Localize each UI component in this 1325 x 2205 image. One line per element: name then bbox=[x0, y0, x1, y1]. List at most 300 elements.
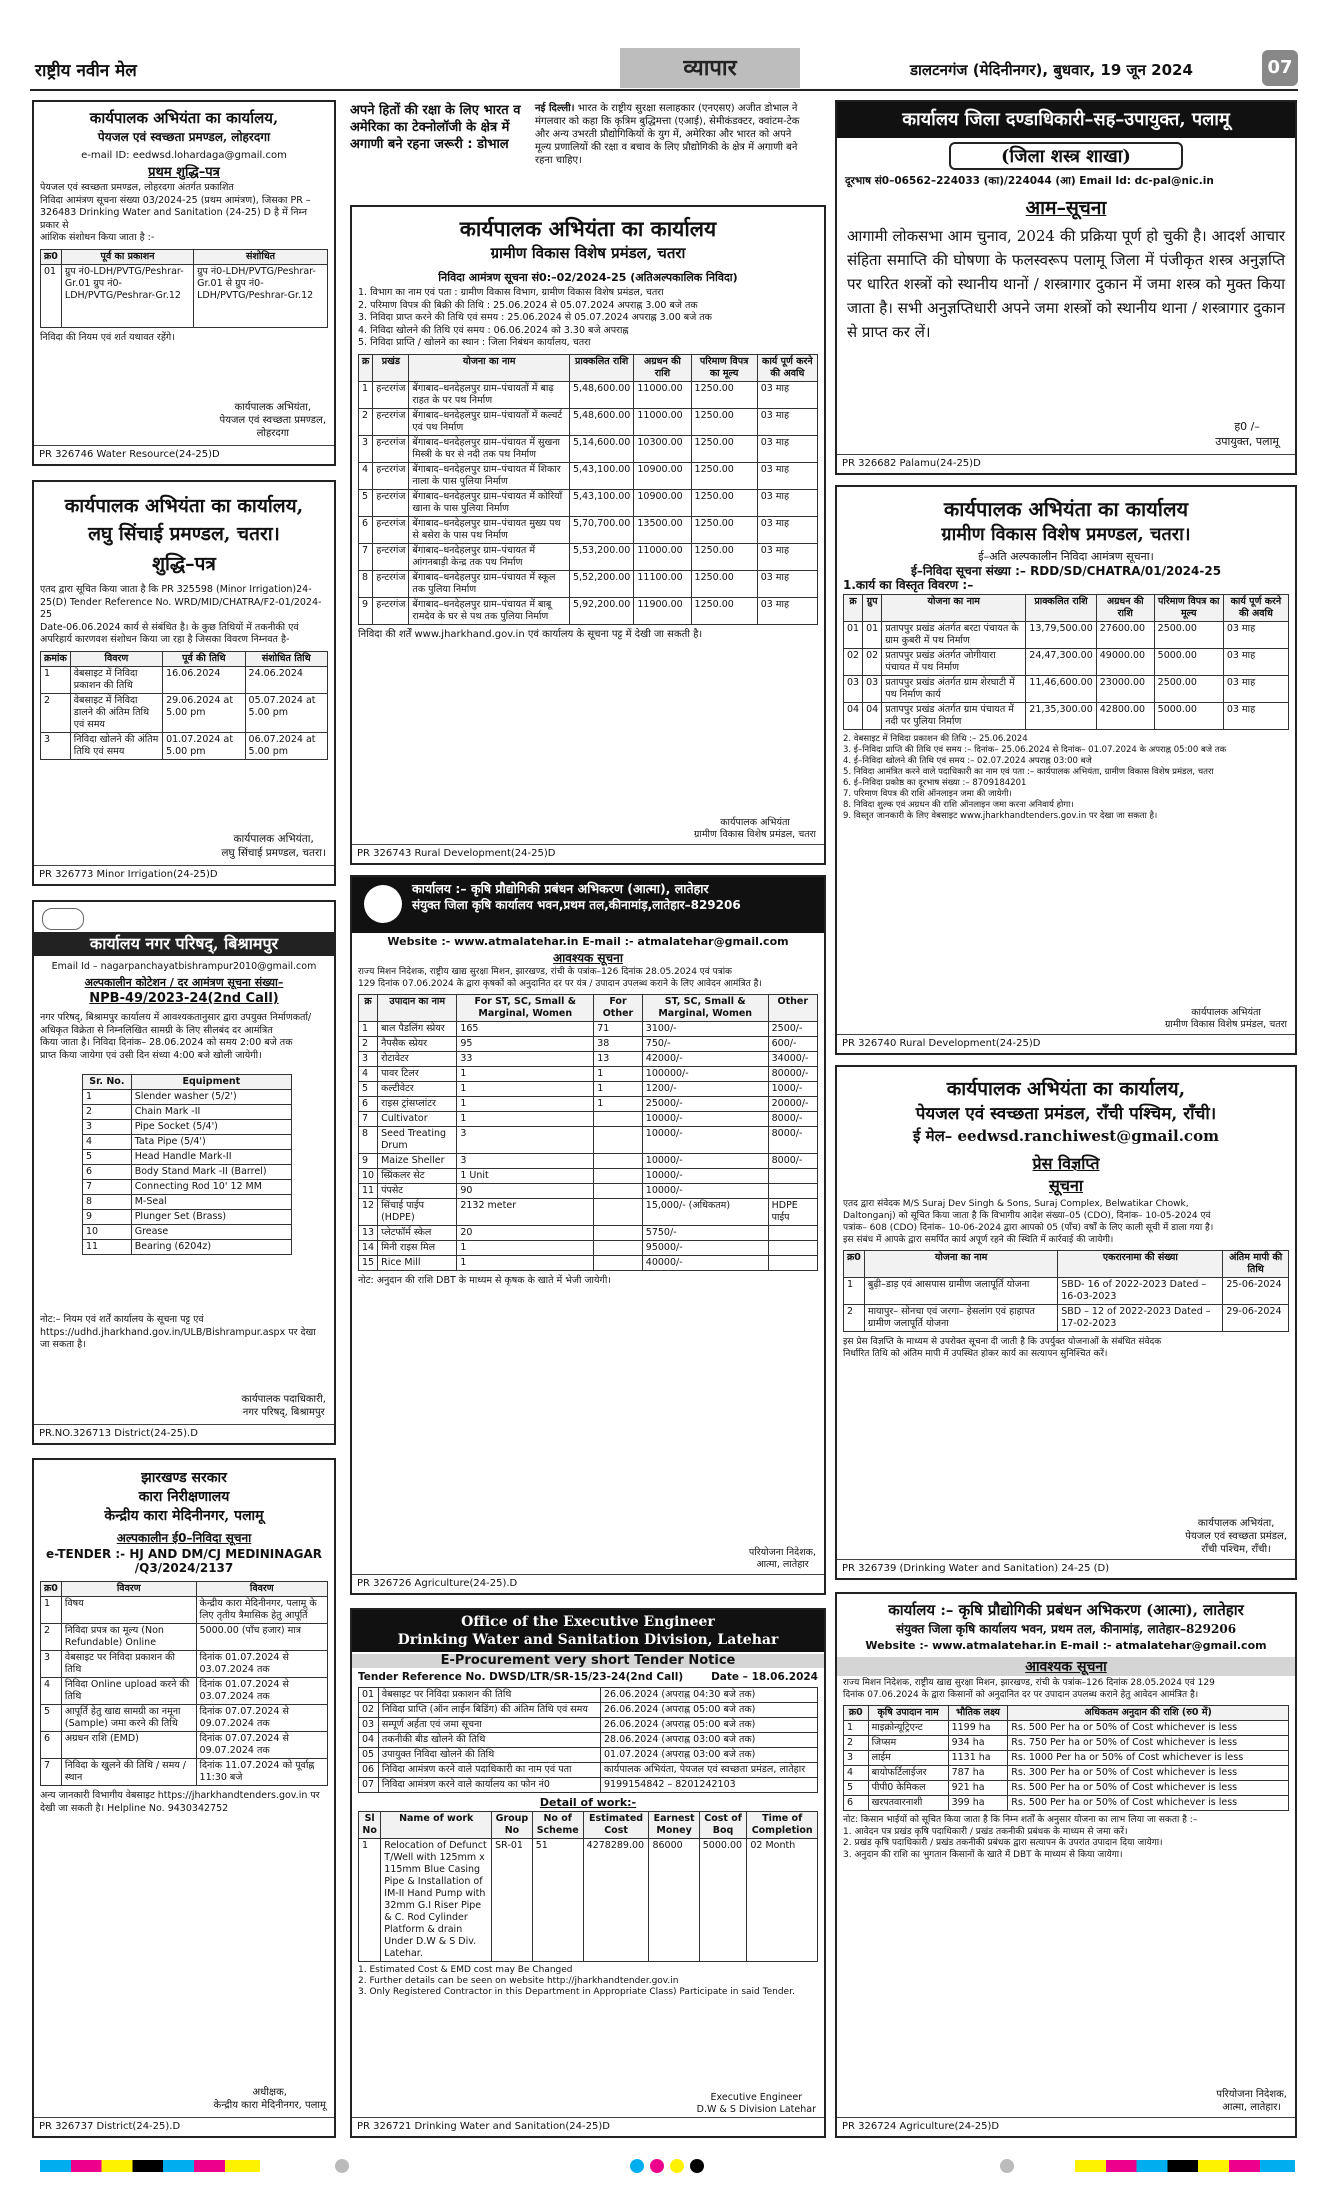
emblem-icon bbox=[42, 908, 84, 930]
table-cell: 02 bbox=[359, 1703, 379, 1718]
table-cell: 5,48,600.00 bbox=[569, 381, 633, 408]
table-cell: 02 bbox=[863, 649, 882, 676]
table-cell: SBD- 16 of 2022-2023 Dated – 16-03-2023 bbox=[1058, 1278, 1223, 1305]
table-cell: 7 bbox=[359, 543, 373, 570]
table-cell: दिनांक 07.07.2024 से 09.07.2024 तक bbox=[196, 1732, 327, 1759]
table-cell: सिंचाई पाईप (HDPE) bbox=[378, 1199, 457, 1226]
table-cell: 07 bbox=[359, 1778, 379, 1793]
signature-line: आत्मा, लातेहार bbox=[756, 1559, 809, 1570]
signature-line: कार्यपालक अभियंता, bbox=[234, 402, 312, 413]
table-cell: 6 bbox=[83, 1165, 132, 1180]
table-cell: 2 bbox=[359, 1037, 378, 1052]
notice-table bbox=[358, 354, 818, 625]
table-cell: दिनांक 07.07.2024 से 09.07.2024 तक bbox=[196, 1705, 327, 1732]
table-header: Earnest Money bbox=[649, 1812, 699, 1839]
table-cell: 16.06.2024 bbox=[163, 666, 245, 693]
notice-dwsd-latehar-tender bbox=[350, 1608, 826, 2138]
table-cell: बेंगाबाद–धनदेहलपुर ग्राम–पंचायत में सुखना मिस्त्री के घर से नदी तक पथ निर्माण bbox=[409, 435, 570, 462]
table-cell bbox=[594, 1154, 643, 1169]
table-cell: 1250.00 bbox=[691, 408, 757, 435]
signature-line: आत्मा, लातेहार। bbox=[1222, 2102, 1282, 2113]
table-cell: पीपी0 केमिकल bbox=[868, 1781, 948, 1796]
notice-heading: प्रथम शुद्धि–पत्र bbox=[148, 165, 220, 180]
table-header: क्र bbox=[844, 595, 863, 622]
table-header: योजना का नाम bbox=[864, 1251, 1057, 1278]
notice-footer-text bbox=[837, 1334, 1295, 1362]
table-cell: 1131 ha bbox=[948, 1751, 1008, 1766]
table-cell: 3 bbox=[844, 1751, 869, 1766]
table-cell: 165 bbox=[457, 1022, 594, 1037]
table-cell: 3 bbox=[41, 732, 71, 759]
tender-reference bbox=[352, 1668, 824, 1686]
table-cell: कार्यपालक अभियंता, पेयजल एवं स्वच्छता प्रमंडल, लातेहार bbox=[601, 1763, 818, 1778]
table-cell: 01 bbox=[844, 622, 863, 649]
table-row bbox=[359, 1037, 818, 1052]
table-cell: Grease bbox=[131, 1225, 291, 1240]
government-name: झारखण्ड सरकार bbox=[141, 1470, 227, 1486]
table-cell: 8000/- bbox=[768, 1127, 817, 1154]
table-row bbox=[359, 1778, 818, 1793]
table-header: प्राक्कलित राशि bbox=[1026, 595, 1096, 622]
table-cell: 1 bbox=[359, 1022, 378, 1037]
table-cell: 01.07.2024 (अपराह्न 03:00 बजे तक) bbox=[601, 1748, 818, 1763]
pr-number: PR 326724 Agriculture(24-25)D bbox=[837, 2117, 1295, 2136]
table-cell: Seed Treating Drum bbox=[378, 1127, 457, 1154]
table-cell: 100000/- bbox=[642, 1067, 768, 1082]
table-cell: 95000/- bbox=[642, 1241, 768, 1256]
table-cell: 5 bbox=[844, 1781, 869, 1796]
table-header: No of Scheme bbox=[532, 1812, 583, 1839]
notice-table bbox=[843, 1705, 1289, 1811]
body-line: दिनांक 07.06.2024 के द्वारा किसानों को अनुदानित दर पर उपादान उपलब्ध कराने हेतु आवेदन आमंत्रित है। bbox=[843, 1689, 1199, 1700]
table-cell bbox=[768, 1256, 817, 1271]
signature-line: D.W & S Division Latehar bbox=[696, 2104, 816, 2115]
table-cell: बेंगाबाद–धनदेहलपुर ग्राम–पंचायत मुख्य पथ से बसेरा के पास पथ निर्माण bbox=[409, 516, 570, 543]
table-cell: 1 bbox=[41, 666, 71, 693]
table-row bbox=[844, 1781, 1289, 1796]
info-line: 3. निविदा प्राप्त करने की तिथि एवं समय : 25.06.2024 से 05.07.2024 अपराह्न 3.00 बजे तक bbox=[358, 312, 712, 323]
note-line: 3. Only Registered Contractor in this Department in Appropriate Class) Participate in said Tender. bbox=[358, 1987, 795, 1997]
body-line: निर्धारित तिथि को अंतिम मापी में उपस्थित होकर कार्य का सत्यापन सुनिश्चित करें। bbox=[843, 1349, 1108, 1359]
table-cell: 29.06.2024 at 5.00 pm bbox=[163, 693, 245, 732]
signature-line: केन्द्रीय कारा मेदिनीनगर, पलामू bbox=[213, 2100, 326, 2111]
table-cell: जिप्सम bbox=[868, 1736, 948, 1751]
table-cell bbox=[594, 1112, 643, 1127]
table-row bbox=[83, 1195, 292, 1210]
table-cell: खरपतवारनाशी bbox=[868, 1796, 948, 1811]
table-cell: 4 bbox=[359, 1067, 378, 1082]
table-cell: 3 bbox=[83, 1120, 132, 1135]
table-row bbox=[41, 1759, 328, 1786]
signature-line: रॉंची पश्चिम, रॉंची। bbox=[1201, 1544, 1271, 1555]
table-header: प्राक्कलित राशि bbox=[569, 354, 633, 381]
table-cell: 86000 bbox=[649, 1839, 699, 1962]
body-line: एतद द्वारा सूचित किया जाता है कि PR 325598 (Minor Irrigation)24- bbox=[40, 584, 312, 595]
table-cell: 1250.00 bbox=[691, 543, 757, 570]
news-body bbox=[535, 102, 800, 167]
table-header: विवरण bbox=[70, 651, 162, 666]
table-cell: कल्टीवेटर bbox=[378, 1082, 457, 1097]
newspaper-name: राष्ट्रीय नवीन मेल bbox=[35, 61, 137, 81]
table-header: अधिकतम अनुदान की राशि (रु0 में) bbox=[1008, 1706, 1289, 1721]
table-cell: लाईम bbox=[868, 1751, 948, 1766]
table-header: ग्रुप bbox=[863, 595, 882, 622]
table-cell: Slender washer (5/2') bbox=[131, 1090, 291, 1105]
table-cell: 11,46,600.00 bbox=[1026, 676, 1096, 703]
table-cell: 1 bbox=[457, 1112, 594, 1127]
table-cell: 01 bbox=[41, 264, 62, 327]
body-line: इस प्रेस विज्ञप्ति के माध्यम से उपरोक्त सूचना दी जाती है कि उपर्युक्त योजनाओं के संबंधित संवेदक bbox=[843, 1337, 1162, 1347]
table-row bbox=[359, 1067, 818, 1082]
table-row bbox=[359, 1184, 818, 1199]
table-cell: 4 bbox=[359, 462, 373, 489]
table-cell: 11000.00 bbox=[634, 381, 691, 408]
table-cell: हन्टरगंज bbox=[373, 435, 409, 462]
table-cell: HDPE पाईप bbox=[768, 1199, 817, 1226]
table-cell: 1 bbox=[844, 1721, 869, 1736]
signature-line: अधीक्षक, bbox=[252, 2087, 287, 2098]
notice-signature bbox=[1185, 1517, 1287, 1556]
table-cell: 71 bbox=[594, 1022, 643, 1037]
table-cell: 25000/- bbox=[642, 1097, 768, 1112]
news-dateline: नई दिल्ली। bbox=[535, 103, 575, 114]
notice-signature bbox=[242, 1393, 326, 1419]
info-line: 1. विभाग का नाम एवं पता : ग्रामीण विकास विभाग, ग्रामीण विकास विशेष प्रमंडल, चतरा bbox=[358, 287, 664, 298]
notice-rural-dev-chatra-tender bbox=[350, 205, 826, 865]
notice-signature bbox=[1165, 1007, 1287, 1031]
notice-table bbox=[40, 1581, 328, 1786]
table-cell: 29-06-2024 bbox=[1223, 1305, 1289, 1332]
table-cell: 5,43,100.00 bbox=[569, 489, 633, 516]
table-cell: बेंगाबाद–धनदेहलपुर ग्राम–पंचायत में शिकार नाला के पास पुलिया निर्माण bbox=[409, 462, 570, 489]
table-cell: 42800.00 bbox=[1096, 703, 1154, 730]
notice-title: कार्यपालक अभियंता का कार्यालय bbox=[459, 216, 717, 241]
table-row bbox=[359, 1256, 818, 1271]
table-row bbox=[844, 649, 1289, 676]
detail-line: 5. निविदा आमंत्रित करने वाले पदाधिकारी का नाम एवं पता :– कार्यपालक अभियंता, ग्रामीण विकास विशेष प्रमंडल, चतरा bbox=[843, 767, 1214, 777]
table-cell: 24.06.2024 bbox=[245, 666, 327, 693]
table-cell: 03 माह bbox=[757, 462, 817, 489]
body-line: पेयजल एवं स्वच्छता प्रमण्डल, लोहरदगा अंतर्गत प्रकाशित bbox=[40, 182, 234, 193]
signature-line: कार्यपालक अभियंता bbox=[1191, 1007, 1261, 1018]
table-cell: 3 bbox=[457, 1127, 594, 1154]
table-header: प्रखंड bbox=[373, 354, 409, 381]
table-cell: 49000.00 bbox=[1096, 649, 1154, 676]
notice-notes bbox=[837, 1813, 1295, 1863]
table-row bbox=[359, 1097, 818, 1112]
table-cell: Pipe Socket (5/4') bbox=[131, 1120, 291, 1135]
table-cell: 2 bbox=[844, 1736, 869, 1751]
table-cell: 4 bbox=[41, 1678, 62, 1705]
table-header: एकरारनामा की संख्या bbox=[1058, 1251, 1223, 1278]
table-cell bbox=[594, 1226, 643, 1241]
table-row bbox=[41, 732, 328, 759]
notice-note: अन्य जानकारी विभागीय वेबसाइट https://jharkhandtenders.gov.in पर देखी जा सकती है। Helpline No. 9430342752 bbox=[40, 1790, 320, 1814]
signature-line: पेयजल एवं स्वच्छता प्रमण्डल, bbox=[219, 415, 326, 426]
table-cell bbox=[594, 1199, 643, 1226]
table-row bbox=[359, 1763, 818, 1778]
notice-note: निविदा की नियम एवं शर्त यथावत रहेंगे। bbox=[40, 331, 175, 343]
table-header: संशोधित bbox=[194, 249, 328, 264]
body-line: Date-06.06.2024 कार्य से संबंधित है। के कुछ तिथियों में तकनीकी एवं bbox=[40, 621, 299, 633]
table-cell: 6 bbox=[41, 1732, 62, 1759]
table-cell: 1000/- bbox=[768, 1082, 817, 1097]
table-cell: 14 bbox=[359, 1241, 378, 1256]
notice-subtitle: (जिला शस्त्र शाखा) bbox=[949, 142, 1183, 170]
table-cell: 23000.00 bbox=[1096, 676, 1154, 703]
table-cell: 2 bbox=[844, 1305, 865, 1332]
table-cell: 5,43,100.00 bbox=[569, 462, 633, 489]
table-header: Group No bbox=[492, 1812, 533, 1839]
table-cell: 9 bbox=[83, 1210, 132, 1225]
pr-number: PR 326746 Water Resource(24-25)D bbox=[34, 445, 334, 464]
table-cell: 1 bbox=[83, 1090, 132, 1105]
table-cell: 11900.00 bbox=[634, 597, 691, 624]
table-cell: Maize Sheller bbox=[378, 1154, 457, 1169]
table-cell: 03 माह bbox=[1223, 622, 1288, 649]
table-cell: 03 माह bbox=[757, 435, 817, 462]
table-cell: उपायुक्त निविदा खोलने की तिथि bbox=[378, 1748, 600, 1763]
table-header: कार्य पूर्ण करने की अवधि bbox=[757, 354, 817, 381]
table-cell: 1 bbox=[457, 1067, 594, 1082]
signature-line: कार्यपालक अभियंता, bbox=[1197, 1518, 1275, 1529]
work-detail-heading: 1.कार्य का विस्तृत विवरण :– bbox=[843, 578, 974, 592]
table-cell: 8 bbox=[83, 1195, 132, 1210]
table-cell: 11 bbox=[83, 1240, 132, 1255]
table-cell: 934 ha bbox=[948, 1736, 1008, 1751]
table-cell: Rs. 500 Per ha or 50% of Cost whichever is less bbox=[1008, 1796, 1289, 1811]
table-cell: 03 माह bbox=[757, 381, 817, 408]
notice-dc-palamu-arms bbox=[835, 100, 1297, 475]
table-cell: M-Seal bbox=[131, 1195, 291, 1210]
table-cell: 5,52,200.00 bbox=[569, 570, 633, 597]
notice-heading: शुद्धि–पत्र bbox=[152, 553, 216, 575]
signature-line: नगर परिषद्, बिश्रामपुर bbox=[242, 1407, 325, 1418]
tender-date: Date – 18.06.2024 bbox=[711, 1671, 818, 1683]
printer-dot bbox=[335, 2159, 349, 2173]
notice-table bbox=[358, 994, 818, 1271]
table-cell: 1 bbox=[359, 1839, 381, 1962]
table-header: कृषि उपादान नाम bbox=[868, 1706, 948, 1721]
table-header: अंतिम मापी की तिथि bbox=[1223, 1251, 1289, 1278]
detail-line: 4. ई–निविदा खोलने की तिथि एवं समय :– 02.07.2024 अपराह्न 03:00 बजे bbox=[843, 756, 1092, 766]
tender-ref-number: Tender Reference No. DWSD/LTR/SR-15/23-24(2nd Call) bbox=[358, 1671, 684, 1683]
table-cell: निविदा खोलने की अंतिम तिथि एवं समय bbox=[70, 732, 162, 759]
notice-heading: आम–सूचना bbox=[1025, 197, 1107, 219]
table-cell: 27600.00 bbox=[1096, 622, 1154, 649]
table-cell bbox=[594, 1169, 643, 1184]
printer-color-bar-right bbox=[1075, 2160, 1295, 2172]
body-line: राज्य मिशन निदेशक, राष्ट्रीय खाद्य सुरक्षा मिशन, झारखण्ड, रांची के पत्रांक–126 दिनांक 28.05.2024 एवं पत्रांक bbox=[358, 967, 732, 977]
notice-title: कार्यालय :– कृषि प्रौद्योगिकी प्रबंधन अभिकरण (आत्मा), लातेहार bbox=[888, 1601, 1244, 1619]
table-row bbox=[359, 1241, 818, 1256]
notice-heading: अल्पकालीन कोटेशन / दर आमंत्रण सूचना संख्या– bbox=[84, 976, 284, 989]
table-cell: Rice Mill bbox=[378, 1256, 457, 1271]
table-cell: हन्टरगंज bbox=[373, 381, 409, 408]
table-cell: 3100/- bbox=[642, 1022, 768, 1037]
notice-email: Email Id – nagarpanchayatbishrampur2010@gmail.com bbox=[51, 961, 317, 972]
table-cell: 95 bbox=[457, 1037, 594, 1052]
table-cell: 13 bbox=[594, 1052, 643, 1067]
table-cell: Body Stand Mark -II (Barrel) bbox=[131, 1165, 291, 1180]
table-row bbox=[359, 1169, 818, 1184]
table-cell: 399 ha bbox=[948, 1796, 1008, 1811]
table-cell: 2500.00 bbox=[1154, 622, 1223, 649]
notice-subtitle: ग्रामीण विकास विशेष प्रमंडल, चतरा bbox=[490, 244, 686, 262]
table-header: क्र0 bbox=[41, 1582, 62, 1597]
table-cell: 40000/- bbox=[642, 1256, 768, 1271]
table-cell: 8000/- bbox=[768, 1154, 817, 1169]
table-row bbox=[844, 1278, 1289, 1305]
table-cell: 05.07.2024 at 5.00 pm bbox=[245, 693, 327, 732]
pr-number: PR.NO.326713 District(24-25).D bbox=[34, 1424, 334, 1443]
table-cell: निविदा प्राप्ति (ऑन लाईन बिडिंग) की अंतिम तिथि एवं समय bbox=[378, 1703, 600, 1718]
table-cell: 03 माह bbox=[757, 516, 817, 543]
body-line: अधिकृत विक्रेता से निम्नलिखित सामग्री के लिए सीलबंद दर आमंत्रित bbox=[40, 1024, 273, 1036]
table-cell: हन्टरगंज bbox=[373, 597, 409, 624]
notice-central-jail-medininagar bbox=[32, 1458, 336, 2138]
notice-subtitle: ग्रामीण विकास विशेष प्रमण्डल, चतरा। bbox=[941, 524, 1191, 545]
table-header: क्र0 bbox=[41, 249, 62, 264]
table-cell: 8 bbox=[359, 570, 373, 597]
pr-number: PR 326726 Agriculture(24-25).D bbox=[352, 1574, 824, 1593]
table-cell: 5,14,600.00 bbox=[569, 435, 633, 462]
info-line: 2. परिमाण विपत्र की बिक्री की तिथि : 25.06.2024 से 05.07.2024 अपराह्न 3.00 बजे तक bbox=[358, 299, 698, 311]
table-cell: आपूर्ति हेतु खाद्य सामग्री का नमूना (Sample) जमा करने की तिथि bbox=[61, 1705, 196, 1732]
table-cell: प्रतापपुर प्रखंड अंतर्गत ग्राम शेरघाटी में पथ निर्माण कार्य bbox=[882, 676, 1026, 703]
table-cell bbox=[594, 1256, 643, 1271]
table-row bbox=[83, 1105, 292, 1120]
table-header: Time of Completion bbox=[747, 1812, 818, 1839]
notice-heading: प्रेस विज्ञप्ति bbox=[1032, 1154, 1100, 1173]
table-row bbox=[359, 489, 818, 516]
table-cell: 11000.00 bbox=[634, 408, 691, 435]
table-cell: 1250.00 bbox=[691, 435, 757, 462]
table-cell: 10000/- bbox=[642, 1112, 768, 1127]
table-row bbox=[41, 1705, 328, 1732]
notice-web: Website :- www.atmalatehar.in E-mail :- atmalatehar@gmail.com bbox=[387, 935, 789, 948]
table-cell: 80000/- bbox=[768, 1067, 817, 1082]
table-cell: 34000/- bbox=[768, 1052, 817, 1067]
table-cell: तकनीकी बीड खोलने की तिथि bbox=[378, 1733, 600, 1748]
table-cell: 5,48,600.00 bbox=[569, 408, 633, 435]
notice-body bbox=[34, 180, 334, 247]
table-cell: 03 माह bbox=[1223, 676, 1288, 703]
body-line: अपरिहार्य कारणवश संशोधन किया जा रहा है जिसका विवरण निम्नवत है- bbox=[40, 634, 290, 645]
body-line: प्राप्त किया जायेगा एवं उसी दिन संध्या 4:00 बजे खोली जायेगी। bbox=[40, 1049, 262, 1061]
table-header: क्र0 bbox=[844, 1706, 869, 1721]
table-cell: 03 bbox=[844, 676, 863, 703]
table-row bbox=[359, 597, 818, 624]
table-cell: पावर टिलर bbox=[378, 1067, 457, 1082]
table-cell: नैपसैक स्प्रेयर bbox=[378, 1037, 457, 1052]
signature-line: लघु सिंचाई प्रमण्डल, चतरा। bbox=[221, 847, 326, 859]
table-cell: 01.07.2024 at 5.00 pm bbox=[163, 732, 245, 759]
table-header: Sl No bbox=[359, 1812, 381, 1839]
table-cell bbox=[768, 1226, 817, 1241]
table-cell: प्रतापपुर प्रखंड अंतर्गत ग्राम पंचायत में नदी पर पुलिया निर्माण bbox=[882, 703, 1026, 730]
table-cell: 01 bbox=[863, 622, 882, 649]
page-header bbox=[30, 48, 1298, 90]
table-header: Other bbox=[768, 995, 817, 1022]
signature-line: परियोजना निदेशक, bbox=[748, 1547, 816, 1558]
notice-table bbox=[40, 249, 328, 328]
body-line: इस संबंध में आपके द्वारा समर्पित कार्य अपूर्ण रहने की स्थिति में कार्रवाई की जायेगी। bbox=[843, 1235, 1114, 1245]
dateline: डालटनगंज (मेदिनीनगर), बुधवार, 19 जून 2024 bbox=[910, 61, 1193, 79]
table-cell: बायोफर्टिलाईजर bbox=[868, 1766, 948, 1781]
tender-number: e-TENDER :- HJ AND DM/CJ MEDININAGAR /Q3/2024/2137 bbox=[46, 1547, 322, 1575]
table-cell: 15,000/- (अधिकतम) bbox=[642, 1199, 768, 1226]
body-line: निविदा आमंत्रण सूचना संख्या 03/2024-25 (प्रथम आमंत्रण), जिसका PR – bbox=[40, 194, 311, 206]
table-cell: Rs. 750 Per ha or 50% of Cost whichever is less bbox=[1008, 1736, 1289, 1751]
table-cell: 13,79,500.00 bbox=[1026, 622, 1096, 649]
body-line: Daltonganj) को सूचित किया जाता है कि विभागीय आदेश संख्या–05 (CDO), दिनांक– 10-05-2024 एवं bbox=[843, 1211, 1211, 1221]
table-cell: 5 bbox=[83, 1150, 132, 1165]
table-cell bbox=[768, 1184, 817, 1199]
table-cell: हन्टरगंज bbox=[373, 516, 409, 543]
notice-nagar-parishad-bishrampur bbox=[32, 900, 336, 1445]
schedule-table bbox=[358, 1687, 818, 1793]
table-cell: SBD – 12 of 2022-2023 Dated – 17-02-2023 bbox=[1058, 1305, 1223, 1332]
table-cell: 5 bbox=[41, 1705, 62, 1732]
signature-line: परियोजना निदेशक, bbox=[1216, 2089, 1287, 2100]
table-cell: 1199 ha bbox=[948, 1721, 1008, 1736]
table-cell: 10 bbox=[83, 1225, 132, 1240]
atma-logo-icon bbox=[364, 885, 402, 923]
table-cell: 2 bbox=[41, 693, 71, 732]
table-cell: 2 bbox=[359, 408, 373, 435]
signature-line: ह0 /– bbox=[1234, 420, 1260, 433]
detail-line: 9. विस्तृत जानकारी के लिए वेबसाइट www.jharkhandtenders.gov.in पर देखा जा सकता है। bbox=[843, 811, 1158, 821]
table-cell: 600/- bbox=[768, 1037, 817, 1052]
notice-address: संयुक्त जिला कृषि कार्यालय भवन, प्रथम तल, कीनामांड़, लातेहार–829206 bbox=[895, 1622, 1237, 1636]
notice-atma-latehar-2 bbox=[835, 1592, 1297, 2138]
table-row bbox=[844, 1721, 1289, 1736]
table-header: पूर्व की तिथि bbox=[163, 651, 245, 666]
table-cell: Rs. 500 Per ha or 50% of Cost whichever is less bbox=[1008, 1721, 1289, 1736]
table-cell: 9 bbox=[359, 597, 373, 624]
table-cell: 02 bbox=[844, 649, 863, 676]
table-cell: Rs. 300 Per ha or 50% of Cost whichever is less bbox=[1008, 1766, 1289, 1781]
notice-title: कार्यपालक अभियंता का कार्यालय, bbox=[64, 495, 304, 517]
table-header: योजना का नाम bbox=[409, 354, 570, 381]
table-cell: राइस ट्रांसप्लांटर bbox=[378, 1097, 457, 1112]
table-cell: 03 माह bbox=[757, 489, 817, 516]
table-cell: 3 bbox=[359, 435, 373, 462]
table-cell: ग्रुप नं0-LDH/PVTG/Peshrar-Gr.01 से ग्रुप नं0-LDH/PVTG/Peshrar-Gr.12 bbox=[194, 264, 328, 327]
table-cell: Cultivator bbox=[378, 1112, 457, 1127]
table-row bbox=[41, 1678, 328, 1705]
table-cell: 1250.00 bbox=[691, 570, 757, 597]
body-line: एतद द्वारा संवेदक M/S Suraj Dev Singh & Sons, Suraj Complex, Belwatikar Chowk, bbox=[843, 1199, 1189, 1209]
table-cell: 2 bbox=[83, 1105, 132, 1120]
table-row bbox=[41, 1597, 328, 1624]
table-cell: 03 माह bbox=[757, 543, 817, 570]
table-header: क्रमांक bbox=[41, 651, 71, 666]
notice-table bbox=[843, 594, 1289, 730]
table-cell: 7 bbox=[359, 1112, 378, 1127]
pr-number: PR 326721 Drinking Water and Sanitation(24-25)D bbox=[352, 2117, 824, 2136]
table-row bbox=[359, 1226, 818, 1241]
table-row bbox=[359, 1154, 818, 1169]
notice-title: कार्यालय :– कृषि प्रौद्योगिकी प्रबंधन अभिकरण (आत्मा), लातेहार bbox=[412, 881, 709, 896]
table-cell: 6 bbox=[359, 516, 373, 543]
body-line: किया जाता है। निविदा दिनांक– 28.06.2024 को समय 2:00 बजे तक bbox=[40, 1037, 293, 1048]
pr-number: PR 326743 Rural Development(24-25)D bbox=[352, 844, 824, 863]
table-cell: 2132 meter bbox=[457, 1199, 594, 1226]
table-cell: 7 bbox=[83, 1180, 132, 1195]
table-cell: 10000/- bbox=[642, 1154, 768, 1169]
